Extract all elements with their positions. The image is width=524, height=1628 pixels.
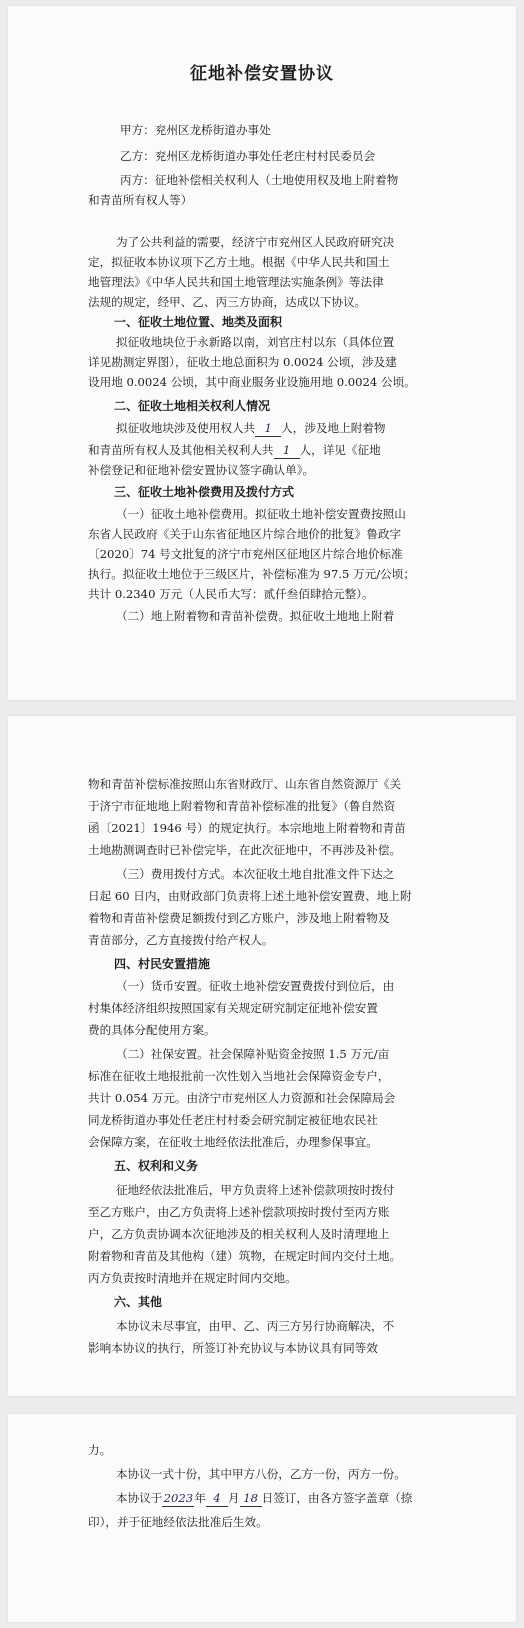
intro-line: 为了公共利益的需要，经济宁市兖州区人民政府研究决 — [116, 235, 395, 249]
section-3-line: （一）征收土地补偿费用。拟征收土地补偿安置费按照山 — [116, 507, 406, 521]
page-2-line: 着物和青苗补偿费足额拨付到乙方账户，涉及地上附着物及 — [88, 911, 390, 925]
section-5-line: 丙方负责按时清地并在规定时间内交地。 — [88, 1271, 297, 1285]
section-4-line: 费的具体分配使用方案。 — [88, 1023, 216, 1037]
section-1-heading: 一、征收土地位置、地类及面积 — [114, 315, 283, 329]
section-6-heading: 六、其他 — [114, 1295, 163, 1309]
section-2-line: 和青苗所有权人及其他相关权利人共 1 人，详见《征地 — [88, 443, 381, 457]
page-3-line: 印），并于征地经依法批准后生效。 — [88, 1515, 268, 1529]
section-5-heading: 五、权利和义务 — [114, 1159, 199, 1173]
section-3-line: 〔2020〕74 号文批复的济宁市兖州区征地区片综合地价标准 — [88, 547, 403, 561]
intro-line: 法规的规定，经甲、乙、丙三方协商，达成以下协议。 — [88, 295, 367, 309]
section-5-line: 至乙方账户，由乙方负责将上述补偿款项按时拨付至丙方账 — [88, 1205, 390, 1219]
section-6-line: 本协议未尽事宜，由甲、乙、丙三方另行协商解决，不 — [116, 1319, 395, 1333]
intro-line: 地管理法》《中华人民共和国土地管理法实施条例》等法律 — [88, 275, 384, 289]
handwritten-year: 2023 — [163, 1491, 194, 1505]
section-3-line: 东省人民政府《关于山东省征地区片综合地价的批复》鲁政字 — [88, 527, 402, 541]
document-page-1 — [8, 6, 516, 700]
section-1-line: 设用地 0.0024 公顷，其中商业服务业设施用地 0.0024 公顷。 — [88, 375, 416, 389]
section-3-line: （二）地上附着物和青苗补偿费。拟征收土地地上附着 — [116, 609, 395, 623]
section-4-line: 村集体经济组织按照国家有关规定研究制定征地补偿安置 — [88, 1001, 378, 1015]
section-4-line: 共计 0.054 万元。由济宁市兖州区人力资源和社会保障局会 — [88, 1091, 396, 1105]
page-2-line: （三）费用拨付方式。本次征收土地自批准文件下达之 — [116, 867, 395, 881]
party-c-cont: 和青苗所有权人等） — [88, 193, 193, 207]
document-title: 征地补偿安置协议 — [190, 64, 334, 84]
party-a: 甲方：兖州区龙桥街道办事处 — [120, 123, 271, 137]
section-5-line: 征地经依法批准后，甲方负责将上述补偿款项按时拨付 — [116, 1183, 395, 1197]
page-3-line: 力。 — [88, 1443, 112, 1457]
section-2-line: 拟征收地块涉及使用权人共 1 人，涉及地上附着物 — [116, 421, 386, 435]
section-2-line: 补偿登记和征地补偿安置协议签字确认单》。 — [88, 463, 315, 477]
handwritten-day: 18 — [240, 1490, 262, 1507]
document-page-2 — [8, 716, 516, 1396]
handwritten-month: 4 — [206, 1490, 228, 1507]
page-2-line: 函〔2021〕1946 号）的规定执行。本宗地地上附着物和青苗 — [88, 821, 406, 835]
page-2-line: 物和青苗补偿标准按照山东省财政厅、山东省自然资源厅《关 — [88, 777, 402, 791]
section-3-heading: 三、征收土地补偿费用及拨付方式 — [114, 485, 295, 499]
page-2-line: 青苗部分，乙方直接拨付给产权人。 — [88, 933, 274, 947]
document-page-3 — [8, 1414, 516, 1622]
page-2-line: 土地勘测调查时已补偿完毕，在此次征地中，不再涉及补偿。 — [88, 843, 402, 857]
section-2-heading: 二、征收土地相关权利人情况 — [114, 399, 271, 413]
section-1-line: 详见勘测定界图），征收土地总面积为 0.0024 公顷，涉及建 — [88, 355, 397, 369]
section-4-line: （一）货币安置。征收土地补偿安置费拨付到位后，由 — [116, 979, 395, 993]
page-3-line: 本协议一式十份，其中甲方八份，乙方一份，丙方一份。 — [116, 1467, 406, 1481]
section-5-line: 附着物和青苗及其他构（建）筑物，在规定时间内交付土地。 — [88, 1249, 402, 1263]
handwritten-count-fill: 1 — [274, 442, 300, 459]
section-4-line: 同龙桥街道办事处任老庄村村委会研究制定被征地农民社 — [88, 1113, 378, 1127]
section-3-line: 共计 0.2340 万元（人民币大写：贰仟叁佰肆拾元整）。 — [88, 587, 374, 601]
section-4-line: 标准在征收土地报批前一次性划入当地社会保障资金专户， — [88, 1069, 390, 1083]
section-4-line: 会保障方案，在征收土地经依法批准后，办理参保事宜。 — [88, 1135, 378, 1149]
intro-line: 定，拟征收本协议项下乙方土地。根据《中华人民共和国土 — [88, 255, 390, 269]
section-6-line: 影响本协议的执行，所签订补充协议与本协议具有同等效 — [88, 1341, 378, 1355]
party-b: 乙方：兖州区龙桥街道办事处任老庄村村民委员会 — [120, 149, 376, 163]
page-2-line: 于济宁市征地地上附着物和青苗补偿标准的批复》（鲁自然资 — [88, 799, 396, 813]
section-5-line: 户，乙方负责协调本次征地涉及的相关权利人及时清理地上 — [88, 1227, 390, 1241]
handwritten-count-fill: 1 — [255, 420, 281, 437]
section-4-line: （二）社保安置。社会保障补贴资金按照 1.5 万元/亩 — [116, 1047, 390, 1061]
page-2-line: 日起 60 日内，由财政部门负责将上述土地补偿安置费、地上附 — [88, 889, 412, 903]
section-1-line: 拟征收地块位于永新路以南，刘官庄村以东（具体位置 — [116, 335, 395, 349]
signing-date-line: 本协议于2023年 4 月 18 日签订，由各方签字盖章（捺 — [116, 1491, 413, 1505]
section-3-line: 执行。拟征收土地位于三级区片，补偿标准为 97.5 万元/公顷； — [88, 567, 415, 581]
party-c: 丙方：征地补偿相关权利人（土地使用权及地上附着物 — [120, 173, 399, 187]
section-4-heading: 四、村民安置措施 — [114, 957, 211, 971]
